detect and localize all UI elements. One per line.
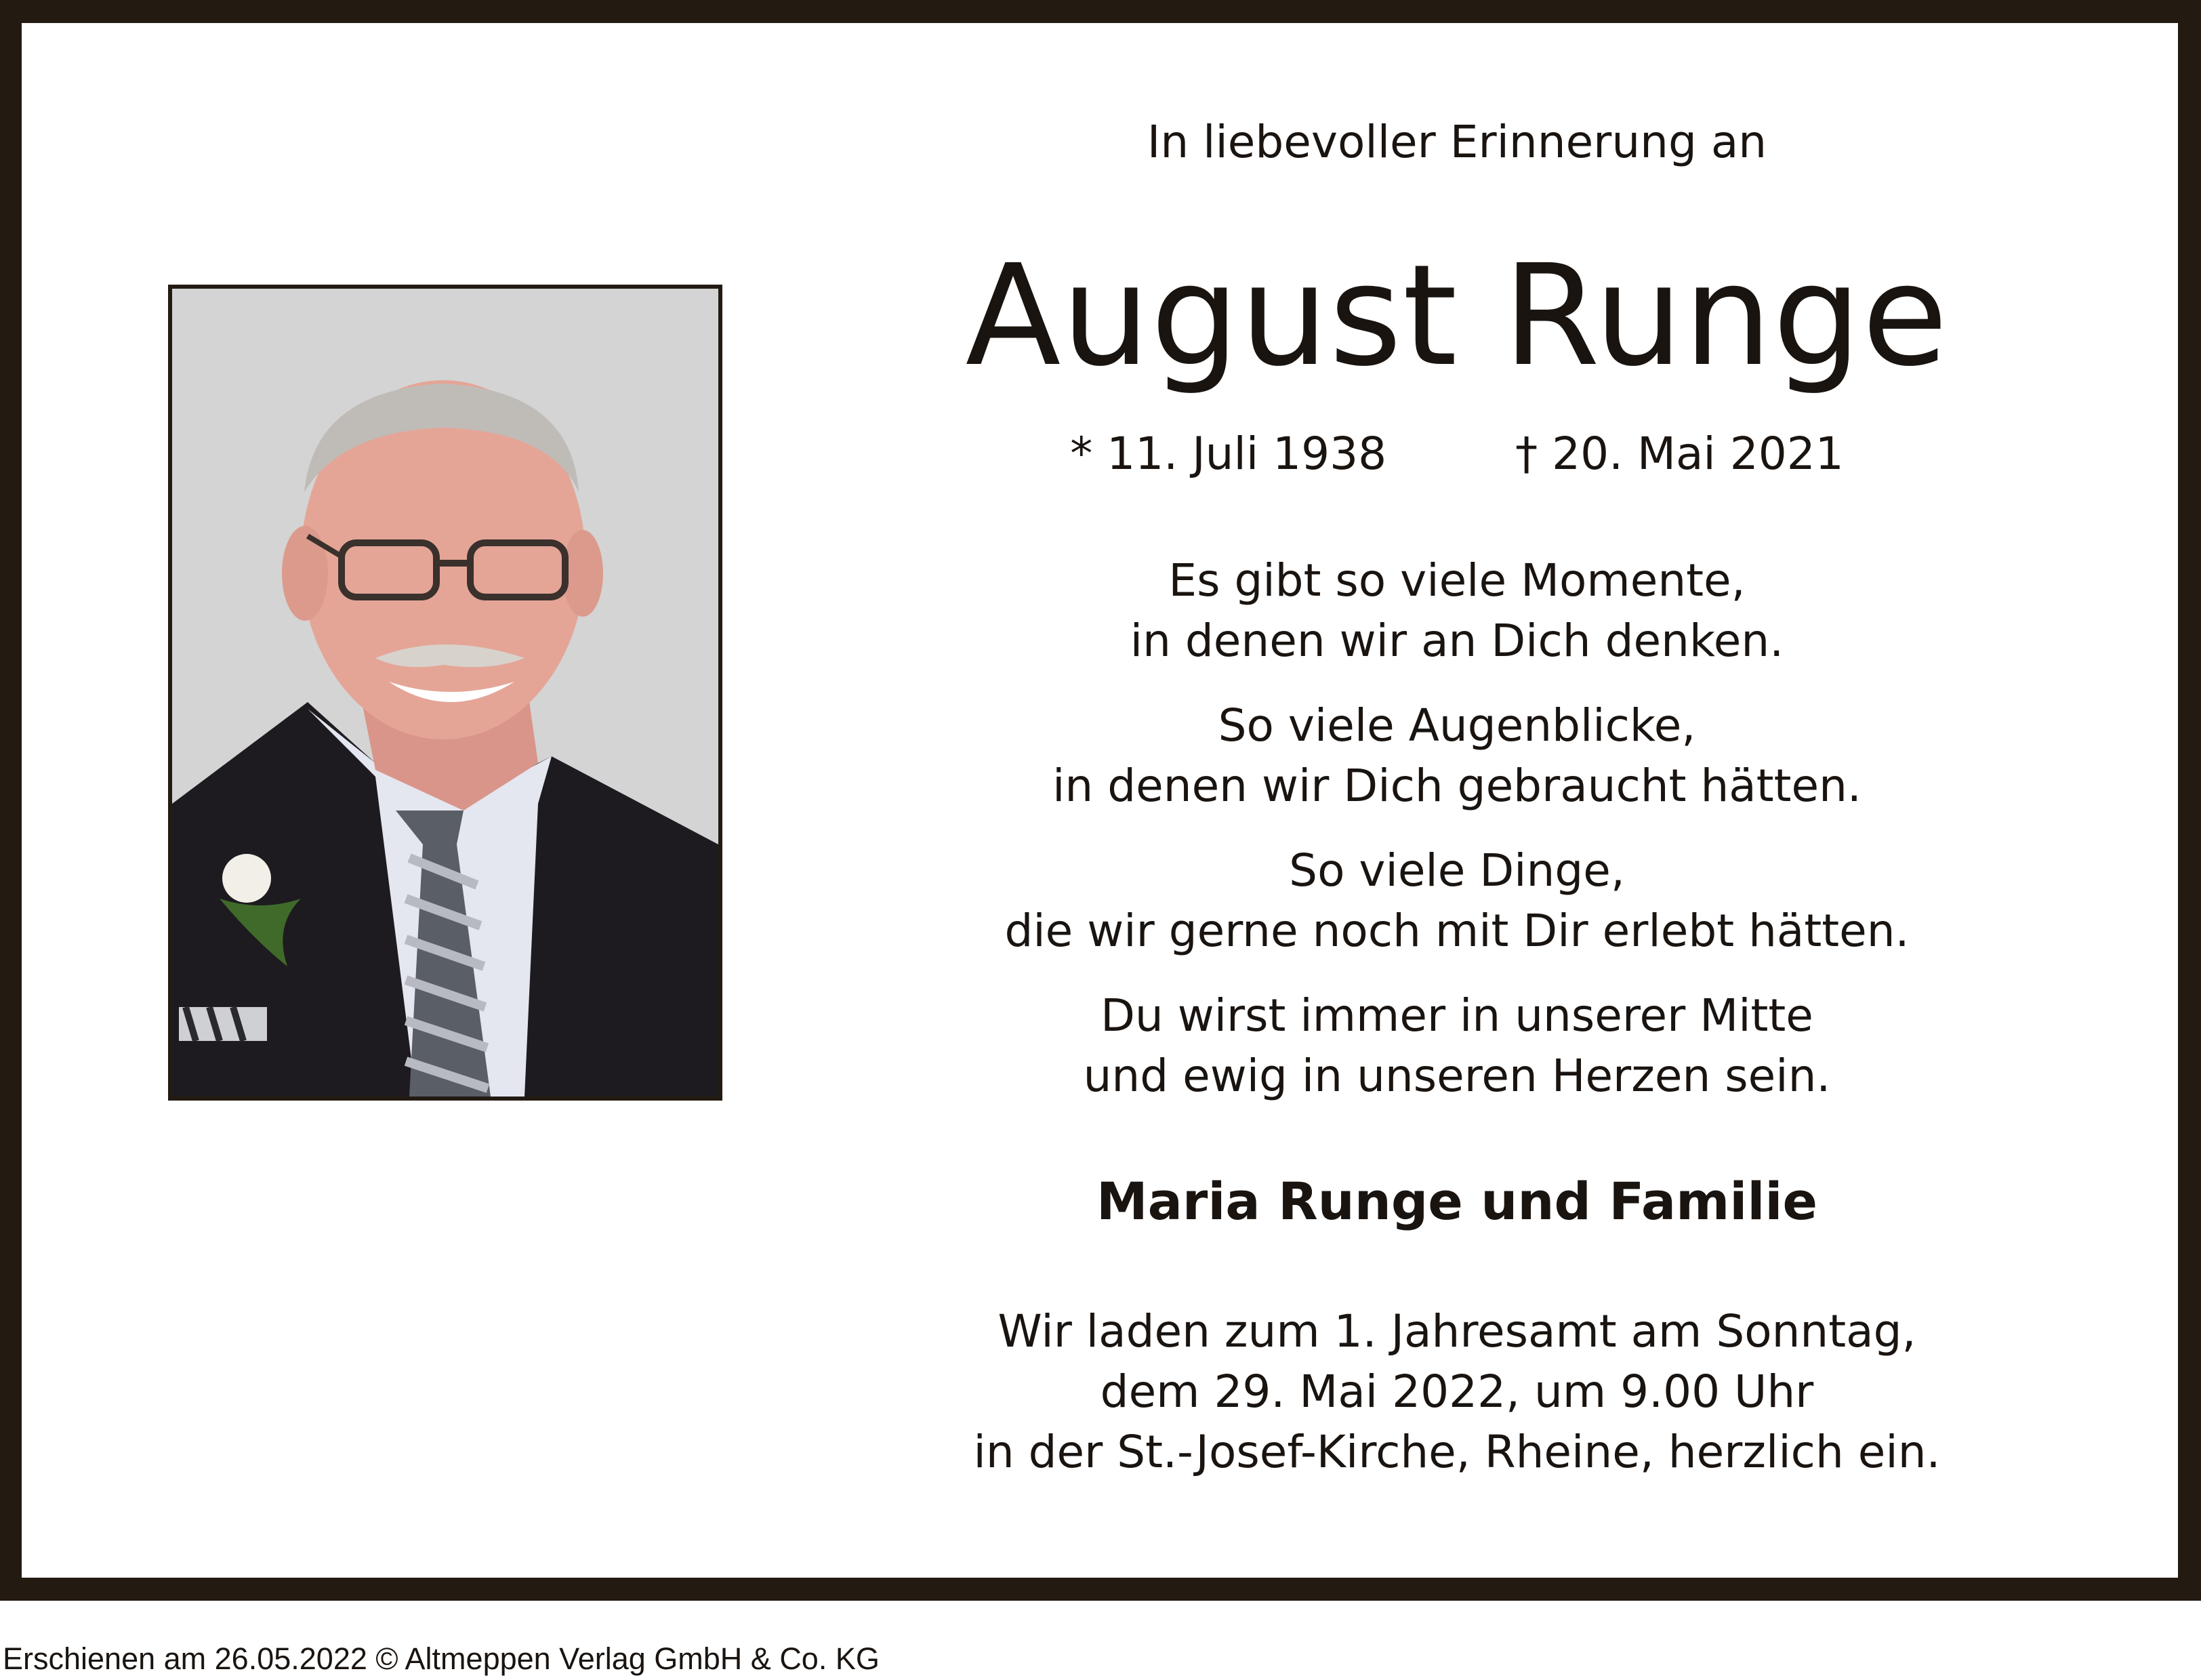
poem-line: die wir gerne noch mit Dir erlebt hätten. <box>1004 905 1910 957</box>
poem-line: in denen wir Dich gebraucht hätten. <box>1052 760 1861 812</box>
invitation-line: dem 29. Mai 2022, um 9.00 Uhr <box>1100 1366 1814 1418</box>
portrait-illustration <box>172 289 718 1097</box>
life-dates <box>881 427 2033 481</box>
poem-stanza <box>881 550 2033 671</box>
invitation-line: in der St.-Josef-Kirche, Rheine, herzlich ein. <box>973 1426 1941 1478</box>
death-date: † 20. Mai 2021 <box>1515 428 1844 480</box>
poem-line: Es gibt so viele Momente, <box>1168 554 1746 607</box>
portrait-photo <box>168 285 722 1101</box>
poem-line: So viele Dinge, <box>1289 844 1625 897</box>
poem-stanza <box>881 695 2033 816</box>
intro-line: In liebevoller Erinnerung an <box>1147 116 1767 168</box>
poem-stanza <box>881 840 2033 961</box>
poem-line: und ewig in unseren Herzen sein. <box>1083 1050 1831 1102</box>
deceased-name: August Runge <box>965 234 1949 397</box>
poem-stanza <box>881 985 2033 1106</box>
birth-date: * 11. Juli 1938 <box>1070 428 1387 480</box>
memorial-poem <box>881 550 2033 1130</box>
poem-line: Du wirst immer in unserer Mitte <box>1100 989 1813 1042</box>
memorial-invitation <box>881 1301 2033 1482</box>
publication-footer: Erschienen am 26.05.2022 © Altmeppen Verlag GmbH & Co. KG <box>3 1641 880 1676</box>
invitation-line: Wir laden zum 1. Jahresamt am Sonntag, <box>997 1305 1916 1357</box>
family-signature: Maria Runge und Familie <box>1096 1171 1818 1231</box>
poem-line: So viele Augenblicke, <box>1218 699 1696 752</box>
poem-line: in denen wir an Dich denken. <box>1130 615 1784 667</box>
